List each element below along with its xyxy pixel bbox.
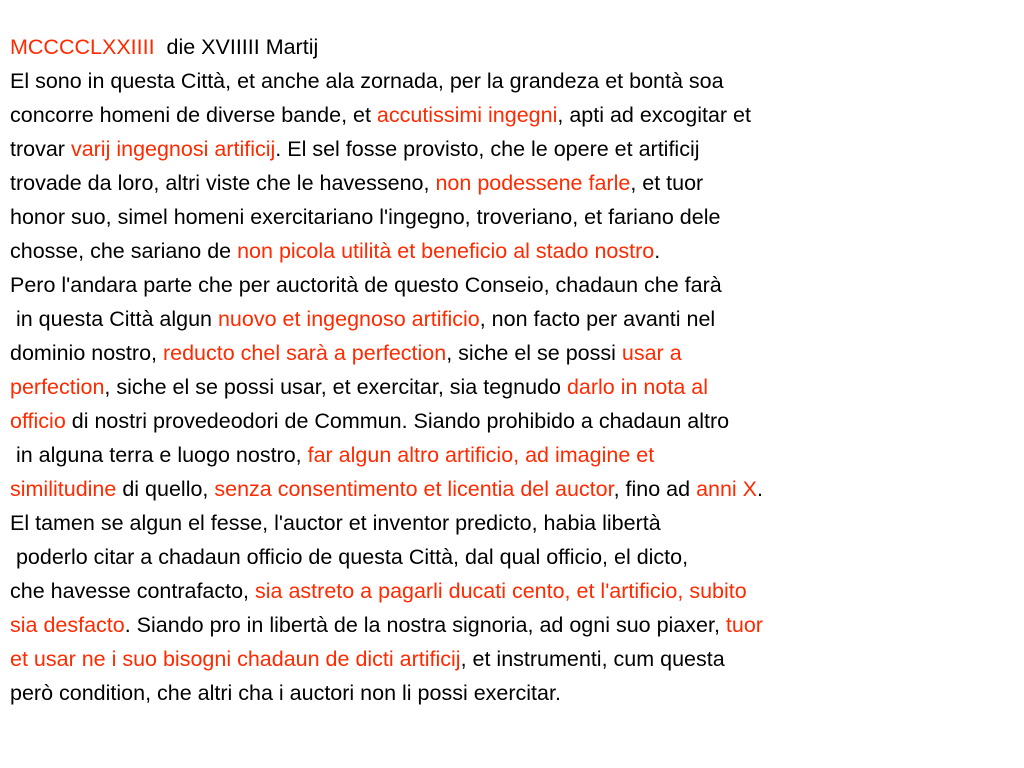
text-segment: El sono in questa Città, et anche ala zornada, per la grandeza et bontà soa xyxy=(10,69,724,93)
text-segment: . xyxy=(654,239,661,263)
highlighted-phrase: similitudine xyxy=(10,477,117,501)
text-segment: Pero l'andara parte che per auctorità de questo Conseio, chadaun che farà xyxy=(10,273,722,297)
highlighted-phrase: MCCCCLXXIIII xyxy=(10,35,155,59)
highlighted-phrase: perfection xyxy=(10,375,105,399)
text-segment: trovar xyxy=(10,137,71,161)
highlighted-phrase: reducto chel sarà a perfection xyxy=(162,341,447,365)
highlighted-phrase: senza consentimento et licentia del auctor xyxy=(214,477,614,501)
text-segment: , et tuor xyxy=(630,171,704,195)
text-segment: El tamen se algun el fesse, l'auctor et inventor predicto, habia libertà xyxy=(10,511,661,535)
text-segment: chosse, che sariano de xyxy=(10,239,238,263)
text-segment: . Siando pro in libertà de la nostra signoria, ad ogni suo piaxer, xyxy=(124,613,726,637)
decree-text xyxy=(10,30,1020,710)
text-line xyxy=(10,438,1020,472)
text-line xyxy=(10,370,1020,404)
highlighted-phrase: accutissimi ingegni xyxy=(376,103,558,127)
text-line xyxy=(10,302,1020,336)
highlighted-phrase: far algun altro artificio, ad imagine et xyxy=(307,443,655,467)
text-line xyxy=(10,472,1020,506)
text-line xyxy=(10,166,1020,200)
text-segment: in alguna terra e luogo nostro, xyxy=(10,443,308,467)
highlighted-phrase: darlo in nota al xyxy=(566,375,708,399)
highlighted-phrase: et usar ne i suo bisogni chadaun de dicti artificij xyxy=(10,647,461,671)
text-segment: di quello, xyxy=(116,477,215,501)
text-segment: die XVIIIII Martij xyxy=(154,35,319,59)
text-line xyxy=(10,64,1020,98)
highlighted-phrase: varij ingegnosi artificij xyxy=(70,137,276,161)
highlighted-phrase: officio xyxy=(10,409,66,433)
text-line xyxy=(10,336,1020,370)
highlighted-phrase: anni X xyxy=(696,477,758,501)
text-segment: , siche el se possi xyxy=(446,341,622,365)
text-line xyxy=(10,642,1020,676)
highlighted-phrase: non picola utilità et beneficio al stado nostro xyxy=(237,239,655,263)
text-line xyxy=(10,404,1020,438)
text-line xyxy=(10,132,1020,166)
text-line xyxy=(10,268,1020,302)
text-segment: dominio nostro, xyxy=(10,341,163,365)
text-segment: , apti ad excogitar et xyxy=(557,103,751,127)
text-line xyxy=(10,30,1020,64)
highlighted-phrase: sia astreto a pagarli ducati cento, et l'artificio, subito xyxy=(255,579,747,603)
highlighted-phrase: non podessene farle xyxy=(435,171,631,195)
text-segment: poderlo citar a chadaun officio de questa Città, dal qual officio, el dicto, xyxy=(10,545,689,569)
text-segment: concorre homeni de diverse bande, et xyxy=(10,103,377,127)
text-segment: . xyxy=(757,477,764,501)
text-line xyxy=(10,608,1020,642)
highlighted-phrase: sia desfacto xyxy=(10,613,125,637)
text-segment: che havesse contrafacto, xyxy=(10,579,256,603)
text-segment: di nostri provedeodori de Commun. Siando prohibido a chadaun altro xyxy=(65,409,730,433)
text-segment: . El sel fosse provisto, che le opere et artificij xyxy=(275,137,700,161)
text-segment: honor suo, simel homeni exercitariano l'ingegno, troveriano, et fariano dele xyxy=(10,205,721,229)
text-line xyxy=(10,676,1020,710)
highlighted-phrase: nuovo et ingegnoso artificio xyxy=(217,307,480,331)
text-line xyxy=(10,200,1020,234)
text-line xyxy=(10,98,1020,132)
text-line xyxy=(10,234,1020,268)
text-line xyxy=(10,574,1020,608)
text-line xyxy=(10,506,1020,540)
text-segment: però condition, che altri cha i auctori non li possi exercitar. xyxy=(10,681,561,705)
text-segment: , siche el se possi usar, et exercitar, sia tegnudo xyxy=(104,375,567,399)
text-segment: trovade da loro, altri viste che le havesseno, xyxy=(10,171,436,195)
text-segment: , fino ad xyxy=(613,477,697,501)
highlighted-phrase: usar a xyxy=(621,341,682,365)
text-segment: in questa Città algun xyxy=(10,307,218,331)
highlighted-phrase: tuor xyxy=(725,613,763,637)
text-segment: , et instrumenti, cum questa xyxy=(460,647,725,671)
text-line xyxy=(10,540,1020,574)
text-segment: , non facto per avanti nel xyxy=(479,307,716,331)
